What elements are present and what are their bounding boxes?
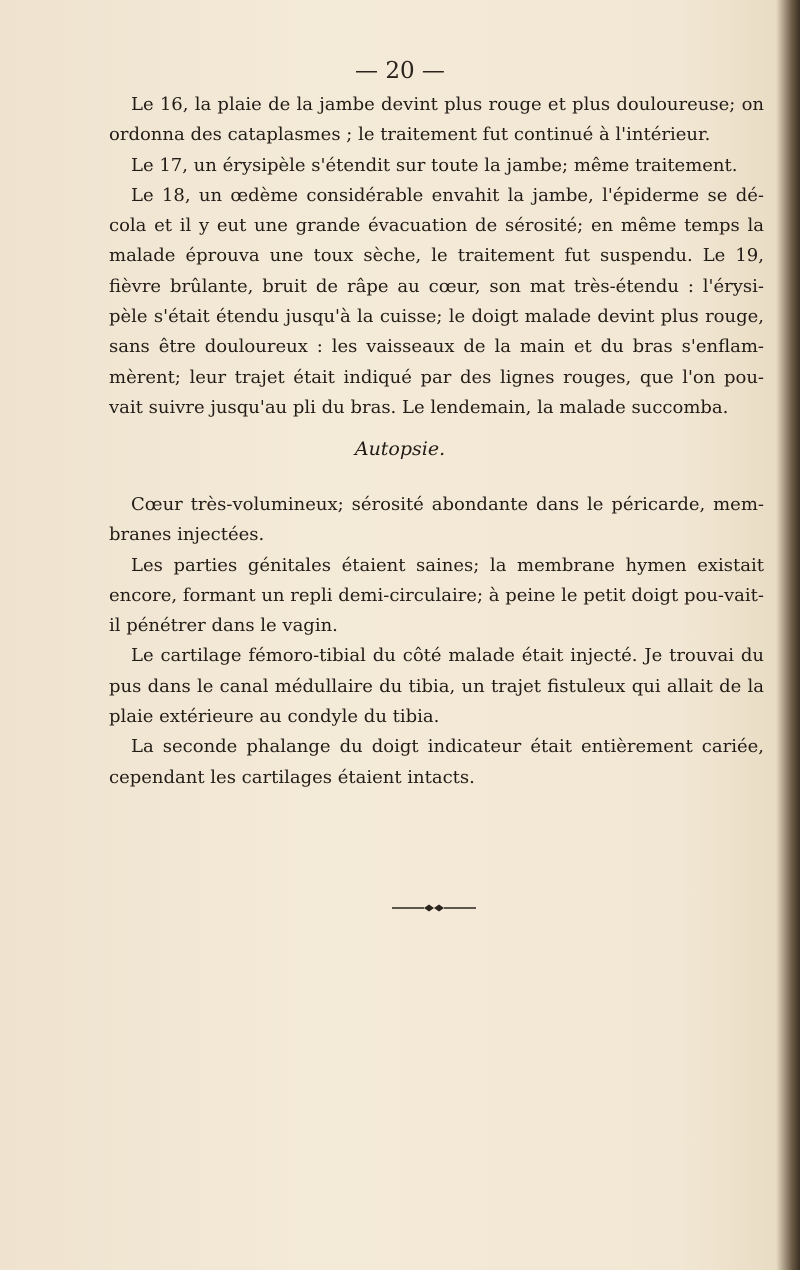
- section-heading: Autopsie.: [354, 438, 446, 460]
- paragraph: Le 16, la plaie de la jambe devint plus rouge et plus douloureuse; on ordonna des cataplasmes ; le traitement fut continué à l'intérieur.: [109, 94, 764, 146]
- body-text-top: [109, 90, 764, 423]
- paragraph: Les parties génitales étaient saines; la membrane hymen existait encore, formant un repli demi-circulaire; à peine le petit doigt pou-vait-il pénétrer dans le vagin.: [109, 554, 764, 637]
- end-ornament-icon: [390, 902, 478, 914]
- paragraph: La seconde phalange du doigt indicateur était entièrement cariée, cependant les cartilages étaient intacts.: [109, 736, 764, 788]
- paragraph: Le cartilage fémoro-tibial du côté malade était injecté. Je trouvai du pus dans le canal médullaire du tibia, un trajet fistuleux qui allait de la plaie extérieure au condyle du tibia.: [109, 645, 764, 728]
- paragraph: Cœur très-volumineux; sérosité abondante dans le péricarde, mem-branes injectées.: [109, 494, 764, 546]
- body-text-bottom: [109, 490, 764, 793]
- paragraph: Le 18, un œdème considérable envahit la jambe, l'épiderme se dé-cola et il y eut une grande évacuation de sérosité; en même temps la malade éprouva une toux sèche, le traitement fut suspendu. Le 19, fièvre brûlante, bruit de râpe au cœur, son mat très-étendu : l'érysi-pèle s'était étendu jusqu'à la cuisse; le doigt malade devint plus rouge, sans être douloureux : les vaisseaux de la main et du bras s'enflam-mèrent; leur trajet était indiqué par des lignes rouges, que l'on pou-vait suivre jusqu'au pli du bras. Le lendemain, la malade succomba.: [109, 184, 764, 418]
- paragraph: Le 17, un érysipèle s'étendit sur toute la jambe; même traitement.: [131, 154, 738, 176]
- page-number: — 20 —: [355, 58, 445, 84]
